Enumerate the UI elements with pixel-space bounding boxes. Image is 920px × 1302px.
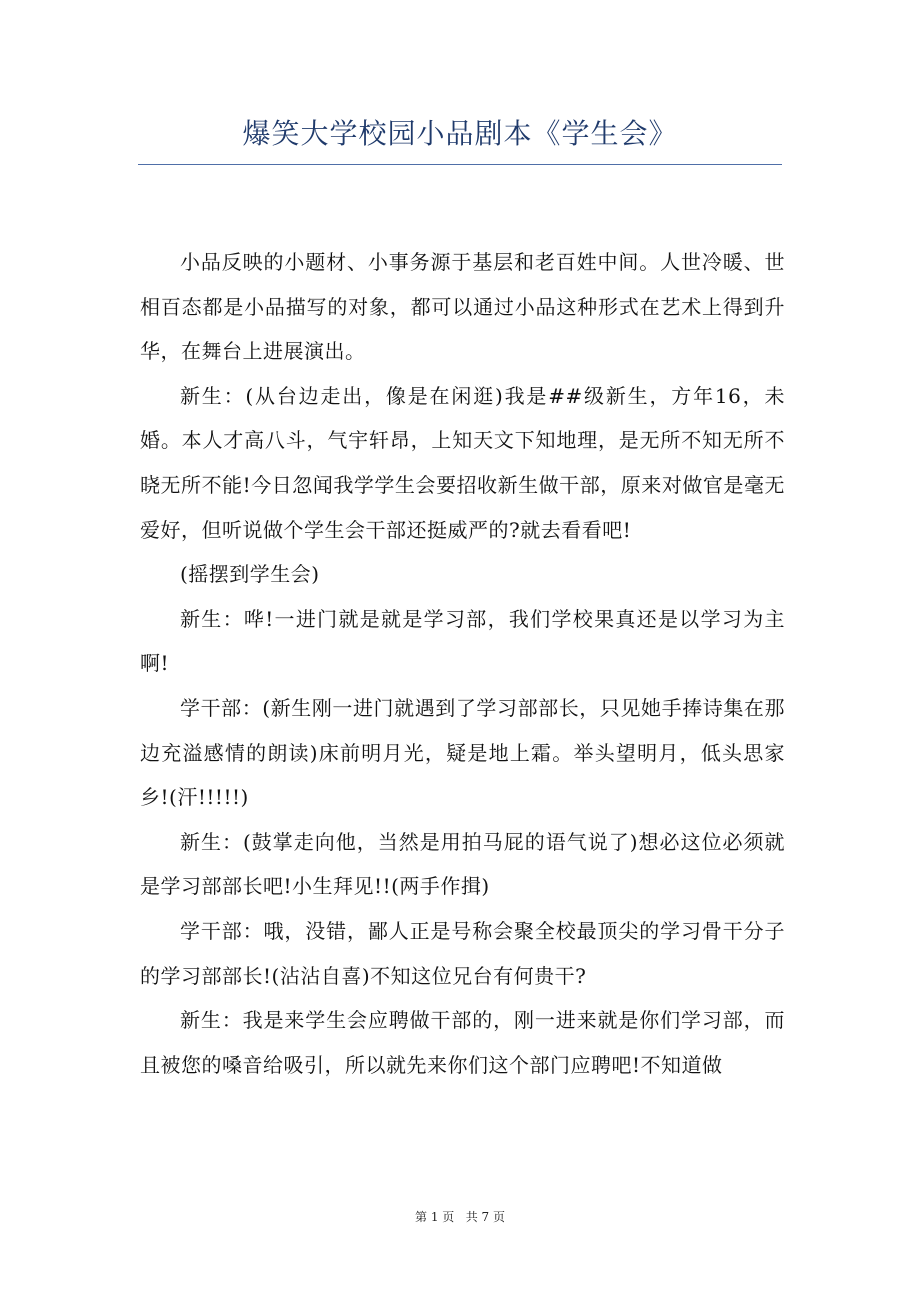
paragraph: 学干部：哦，没错，鄙人正是号称会聚全校最顶尖的学习骨干分子的学习部部长!(沾沾自喜)不知这位兄台有何贵干? xyxy=(140,918,785,988)
paragraph: 新生：(从台边走出，像是在闲逛)我是##级新生，方年16，未婚。本人才高八斗，气宇轩昂，上知天文下知地理，是无所不知无所不晓无所不能!今日忽闻我学学生会要招收新生做干部，原来对做官是毫无爱好，但听说做个学生会干部还挺威严的?就去看看吧! xyxy=(140,383,785,542)
paragraph: 新生：我是来学生会应聘做干部的，刚一进来就是你们学习部，而且被您的嗓音给吸引，所以就先来你们这个部门应聘吧!不知道做 xyxy=(140,1008,785,1077)
page-total: 共 7 页 xyxy=(465,1210,505,1224)
document-title: 爆笑大学校园小品剧本《学生会》 xyxy=(242,117,678,150)
paragraph: (摇摆到学生会) xyxy=(180,562,320,587)
paragraph: 新生：哗!一进门就是就是学习部，我们学校果真还是以学习为主啊! xyxy=(140,606,785,676)
paragraph: 小品反映的小题材、小事务源于基层和老百姓中间。人世冷暖、世相百态都是小品描写的对象，都可以通过小品这种形式在艺术上得到升华，在舞台上进展演出。 xyxy=(140,250,785,364)
paragraph: 学干部：(新生刚一进门就遇到了学习部部长，只见她手捧诗集在那边充溢感情的朗读)床前明月光，疑是地上霜。举头望明月，低头思家乡!(汗!!!!!) xyxy=(140,695,785,810)
page-footer xyxy=(0,1208,920,1225)
title-underline xyxy=(138,164,782,165)
document-body xyxy=(140,240,785,1087)
page-number: 第 1 页 xyxy=(415,1210,455,1224)
paragraph: 新生：(鼓掌走向他，当然是用拍马屁的语气说了)想必这位必须就是学习部部长吧!小生拜见!!(两手作揖) xyxy=(140,829,785,899)
footer-spacer xyxy=(454,1210,465,1224)
